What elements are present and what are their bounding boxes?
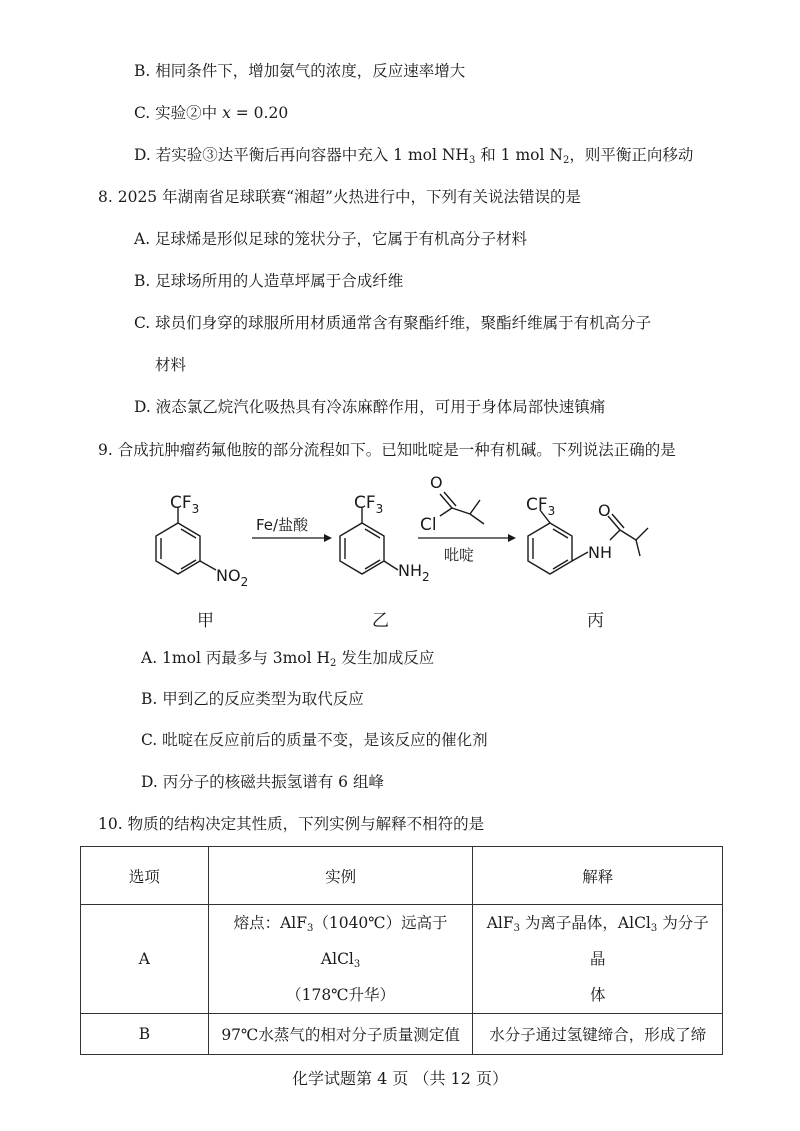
q9-option-a-text1: A. 1mol 丙最多与 3mol H — [141, 649, 331, 667]
jia-no2-label: $NO_2$ — [216, 566, 249, 589]
row-a-option: A — [81, 905, 209, 1014]
header-option: 选项 — [81, 847, 209, 905]
page-footer: 化学试题第 4 页 （共 12 页） — [292, 1069, 508, 1088]
table-row — [81, 905, 723, 1014]
q9-option-a-text2: 发生加成反应 — [336, 649, 435, 667]
q8-option-d: D. 液态氯乙烷汽化吸热具有冷冻麻醉作用，可用于身体局部快速镇痛 — [134, 398, 606, 416]
table-header-row — [81, 847, 723, 905]
q8-option-b: B. 足球场所用的人造草坪属于合成纤维 — [134, 272, 404, 290]
label-jia: 甲 — [197, 611, 214, 631]
molecule-bing — [528, 510, 648, 574]
row-a-explanation: AlF$_3$ 为离子晶体，AlCl$_3$ 为分子晶 体 — [473, 905, 723, 1014]
q7-option-c — [134, 103, 288, 123]
q7-option-c-text: C. 实验②中 — [134, 104, 223, 122]
reagent-o-label: O — [430, 473, 443, 492]
q9-option-a — [141, 648, 434, 668]
benzene-ring-jia — [156, 523, 200, 574]
yi-nh2-label: $NH_2$ — [398, 561, 430, 584]
q7-option-d — [134, 145, 693, 165]
reaction-arrow-1-head — [324, 534, 332, 542]
row-a-example: 熔点：AlF$_3$（1040℃）远高于 AlCl$_3$ （178℃升华） — [208, 905, 473, 1014]
reagent-cl-label: Cl — [420, 515, 437, 535]
q8-option-a: A. 足球烯是形似足球的笼状分子，它属于有机高分子材料 — [134, 230, 528, 248]
reagent-1: Fe/盐酸 — [256, 516, 309, 534]
q7-option-d-text1: D. 若实验③达平衡后再向容器中充入 1 mol NH — [134, 146, 469, 164]
acyl-chloride-reagent — [440, 492, 484, 524]
q8-stem: 8. 2025 年湖南省足球联赛“湘超”火热进行中，下列有关说法错误的是 — [98, 188, 581, 206]
q8-option-c-line1: C. 球员们身穿的球服所用材质通常含有聚酯纤维，聚酯纤维属于有机高分子 — [134, 314, 652, 332]
q7-option-d-text2: 和 1 mol N — [475, 146, 563, 164]
yi-cf3-label: $CF_3$ — [354, 493, 384, 516]
q7-option-d-sub1: 3 — [468, 155, 476, 166]
jia-cf3-label: $CF_3$ — [170, 493, 200, 516]
header-example: 实例 — [208, 847, 473, 905]
q7-option-d-sub2: 2 — [562, 155, 570, 166]
q9-option-d: D. 丙分子的核磁共振氢谱有 6 组峰 — [141, 773, 384, 791]
q10-table — [80, 846, 723, 1055]
q7-option-c-var: x — [222, 104, 231, 122]
row-b-example: 97℃水蒸气的相对分子质量测定值 — [208, 1014, 473, 1055]
row-b-option: B — [81, 1014, 209, 1055]
bing-cf3-label: $CF_3$ — [526, 495, 556, 518]
row-b-explanation: 水分子通过氢键缔合，形成了缔 — [473, 1014, 723, 1055]
q9-stem: 9. 合成抗肿瘤药氟他胺的部分流程如下。已知吡啶是一种有机碱。下列说法正确的是 — [98, 441, 676, 459]
benzene-ring-yi — [340, 523, 384, 574]
bing-o-label: O — [598, 501, 611, 520]
table-row — [81, 1014, 723, 1055]
header-explanation: 解释 — [473, 847, 723, 905]
q7-option-c-value: = 0.20 — [230, 104, 289, 122]
q10-stem: 10. 物质的结构决定其性质，下列实例与解释不相符的是 — [98, 815, 485, 833]
q7-option-b: B. 相同条件下，增加氨气的浓度，反应速率增大 — [134, 62, 466, 80]
label-bing: 丙 — [587, 611, 604, 631]
benzene-ring-bing — [528, 523, 572, 574]
bing-nh-label: NH — [588, 543, 612, 562]
q8-option-c-line2: 材料 — [155, 356, 187, 374]
q9-option-b: B. 甲到乙的反应类型为取代反应 — [141, 690, 364, 708]
label-yi: 乙 — [372, 611, 389, 631]
reagent-2-pyridine: 吡啶 — [444, 546, 475, 564]
molecule-jia — [156, 508, 216, 574]
reaction-arrow-2-head — [508, 534, 516, 542]
q7-option-d-text3: ，则平衡正向移动 — [569, 146, 694, 164]
q9-option-c: C. 吡啶在反应前后的质量不变，是该反应的催化剂 — [141, 731, 488, 749]
reaction-scheme — [140, 470, 720, 605]
molecule-yi — [340, 508, 398, 574]
q9-option-a-sub: 2 — [330, 658, 337, 669]
